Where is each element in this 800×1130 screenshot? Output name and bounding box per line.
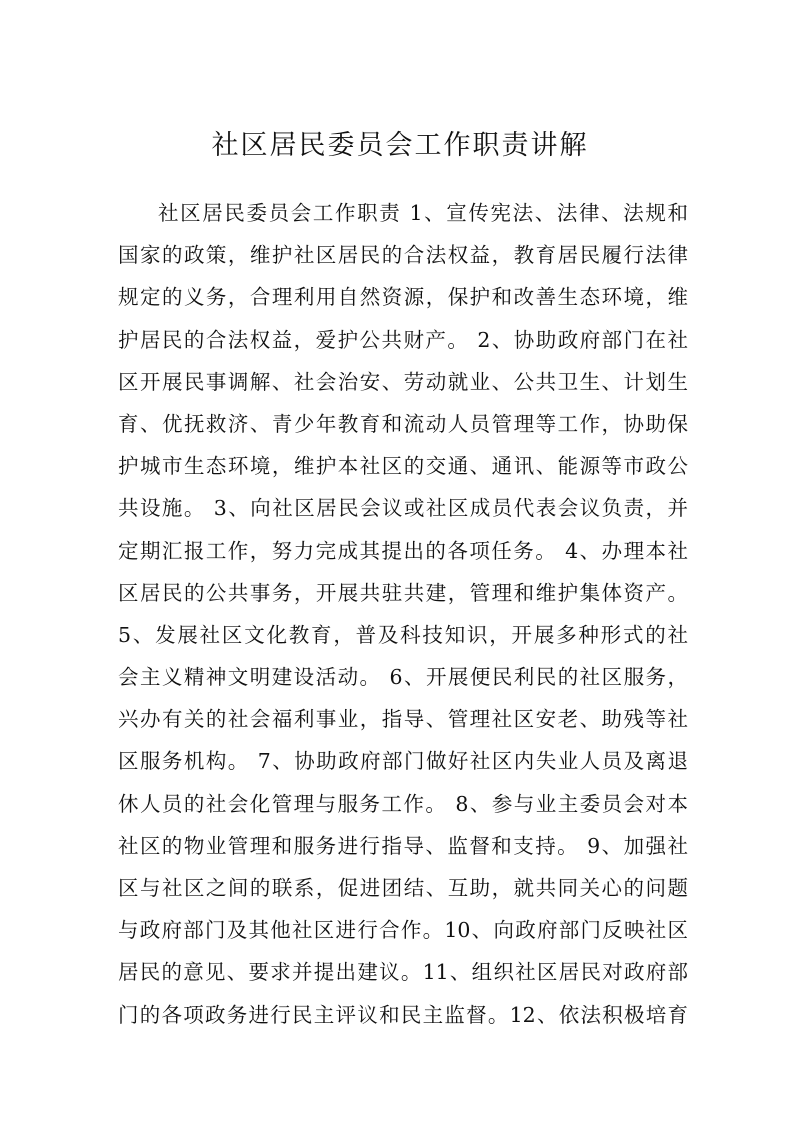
body-line: 定期汇报工作，努力完成其提出的各项任务。 4、办理本社 xyxy=(118,538,688,563)
body-line: 社区居民委员会工作职责 1、宣传宪法、法律、法规和 xyxy=(158,201,688,225)
body-line: 5、发展社区文化教育，普及科技知识，开展多种形式的社 xyxy=(118,622,688,647)
body-line: 育、优抚救济、青少年教育和流动人员管理等工作，协助保 xyxy=(118,411,688,436)
body-line: 与政府部门及其他社区进行合作。10、向政府部门反映社区 xyxy=(118,918,688,943)
body-line: 区与社区之间的联系，促进团结、互助，就共同关心的问题 xyxy=(118,876,688,900)
body-line: 护城市生态环境，维护本社区的交通、通讯、能源等市政公 xyxy=(118,454,688,479)
body-line: 护居民的合法权益，爱护公共财产。 2、协助政府部门在社 xyxy=(118,327,688,352)
body-line: 会主义精神文明建设活动。 6、开展便民利民的社区服务， xyxy=(118,665,688,690)
body-line: 规定的义务，合理利用自然资源，保护和改善生态环境，维 xyxy=(118,285,688,310)
body-line: 区居民的公共事务，开展共驻共建，管理和维护集体资产。 xyxy=(118,580,688,605)
body-line: 区服务机构。 7、协助政府部门做好社区内失业人员及离退 xyxy=(118,749,688,774)
document-body xyxy=(118,192,688,1036)
body-line: 区开展民事调解、社会治安、劳动就业、公共卫生、计划生 xyxy=(118,369,688,394)
body-line: 国家的政策，维护社区居民的合法权益，教育居民履行法律 xyxy=(118,243,688,268)
body-line: 兴办有关的社会福利事业，指导、管理社区安老、助残等社 xyxy=(118,707,688,732)
body-line: 休人员的社会化管理与服务工作。 8、参与业主委员会对本 xyxy=(118,791,688,816)
body-line: 居民的意见、要求并提出建议。11、组织社区居民对政府部 xyxy=(118,960,688,985)
body-line: 共设施。 3、向社区居民会议或社区成员代表会议负责，并 xyxy=(118,496,688,521)
document-title: 社区居民委员会工作职责讲解 xyxy=(211,130,589,161)
body-line: 社区的物业管理和服务进行指导、监督和支持。 9、加强社 xyxy=(118,833,688,858)
body-line: 门的各项政务进行民主评议和民主监督。12、依法积极培育 xyxy=(118,1002,688,1027)
